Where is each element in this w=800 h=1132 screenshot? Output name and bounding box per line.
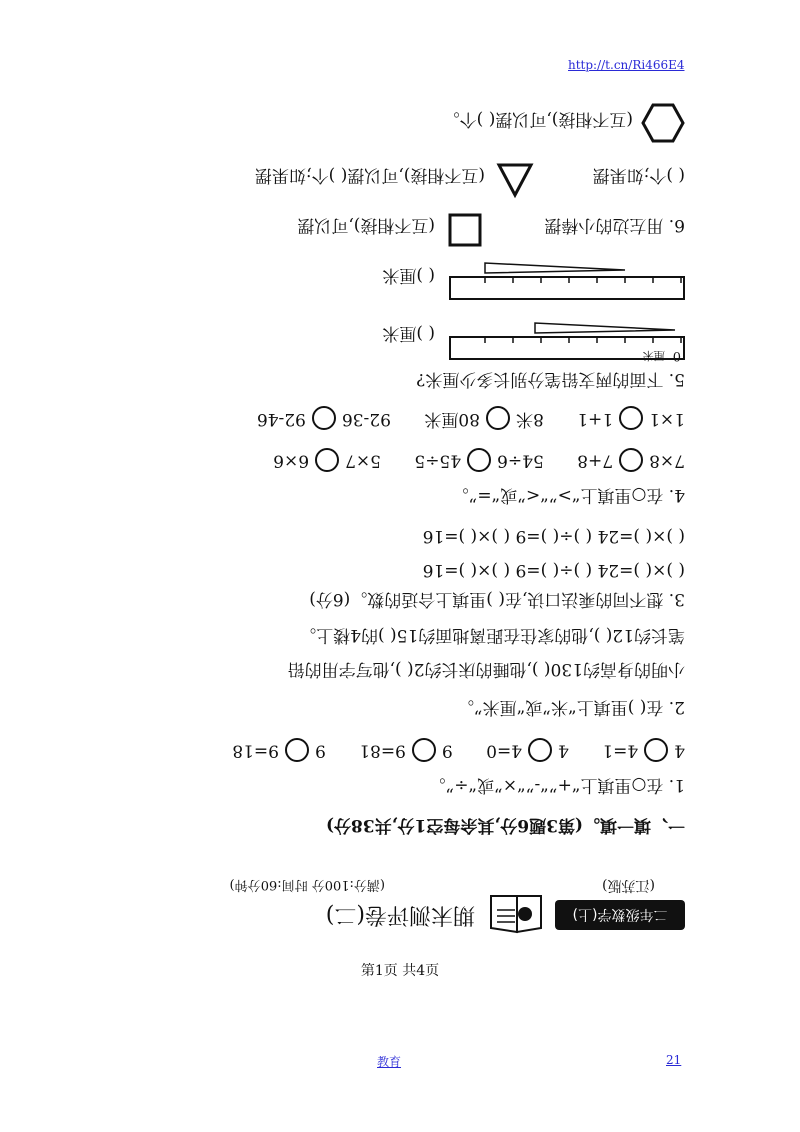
worksheet-title: 期末测评卷(二) bbox=[325, 902, 475, 927]
q3-prompt: 3. 想不同的乘法口诀,在( )里填上合适的数。(6分) bbox=[309, 589, 685, 609]
worksheet-header bbox=[115, 870, 685, 940]
q3-line-2: ( )×( )=24 ( )÷( )=9 ( )×( )=16 bbox=[422, 526, 685, 546]
q1-items: 44=1 44=0 99=81 99=18 bbox=[232, 738, 685, 762]
q6-triangle-text-2: (互不相接),可以摆( )个;如果摆 bbox=[254, 165, 485, 185]
q5-answer-1: ( )厘米 bbox=[382, 323, 435, 343]
q2-line-1: 小明的身高约130( ),他睡的床长约2( ),他写字用的铅 bbox=[287, 659, 685, 679]
q4-prompt: 4. 在○里填上“>”“<”或“=”。 bbox=[451, 485, 685, 505]
footer-number-link[interactable]: 21 bbox=[666, 1053, 682, 1067]
page-indicator: 第1页 共4页 bbox=[360, 963, 440, 979]
square-shape-icon bbox=[445, 210, 485, 250]
blank-circle[interactable] bbox=[285, 738, 309, 762]
q6-triangle-text: ( )个;如果摆 bbox=[592, 165, 685, 185]
q5-prompt: 5. 下面的两支铅笔分别长多少厘米? bbox=[416, 369, 685, 389]
q3-line-1: ( )×( )=24 ( )÷( )=9 ( )×( )=16 bbox=[422, 560, 685, 580]
q2-line-2: 笔长约12( ),他的家住在距离地面约15( )的4楼上。 bbox=[299, 625, 685, 645]
q2-prompt: 2. 在( )里填上“米”或“厘米”。 bbox=[456, 697, 685, 717]
blank-circle[interactable] bbox=[619, 448, 643, 472]
grade-badge: 二年级数学(上) bbox=[555, 900, 685, 930]
blank-circle[interactable] bbox=[528, 738, 552, 762]
q6-square-text: (互不相接),可以摆 bbox=[297, 215, 435, 235]
score-time-meta: (满分:100分 时间:60分钟) bbox=[229, 877, 385, 892]
edition-label: (江苏版) bbox=[602, 877, 655, 893]
q6-prompt: 6. 用左边的小棒摆 bbox=[544, 215, 685, 235]
ruler-2 bbox=[449, 260, 685, 300]
q4-row-1: 7×87+8 54÷645÷5 5×76×6 bbox=[273, 448, 685, 472]
ruler-1-labels: 0厘米 bbox=[642, 348, 681, 363]
q4-row-2: 1×11+1 8米80厘米 92-3692-46 bbox=[257, 407, 685, 435]
blank-circle[interactable] bbox=[412, 738, 436, 762]
blank-circle[interactable] bbox=[315, 448, 339, 472]
blank-circle[interactable] bbox=[312, 407, 336, 431]
scanned-worksheet bbox=[115, 100, 685, 940]
triangle-shape-icon bbox=[495, 160, 535, 200]
blank-circle[interactable] bbox=[486, 407, 510, 431]
hexagon-shape-icon bbox=[641, 101, 685, 145]
footer-education-link[interactable]: 教育 bbox=[377, 1055, 402, 1069]
q6-hexagon-text: (互不相接),可以摆( )个。 bbox=[442, 109, 633, 129]
q5-answer-2: ( )厘米 bbox=[382, 265, 435, 285]
blank-circle[interactable] bbox=[644, 738, 668, 762]
blank-circle[interactable] bbox=[619, 407, 643, 431]
book-icon bbox=[485, 892, 545, 936]
blank-circle[interactable] bbox=[467, 448, 491, 472]
section-1-heading: 一、填一填。(第3题6分,其余每空1分,共38分) bbox=[325, 815, 685, 835]
q1-prompt: 1. 在○里填上“+”“-”“×”或“÷”。 bbox=[428, 775, 685, 795]
header-url-link[interactable]: http://t.cn/Ri466E4 bbox=[568, 58, 685, 72]
